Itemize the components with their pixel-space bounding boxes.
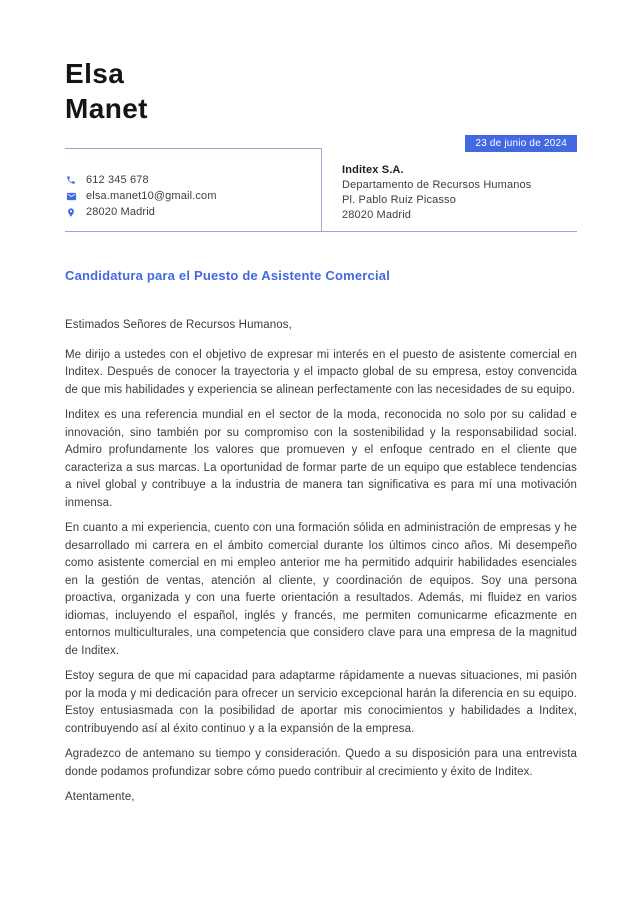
- recipient-line: Departamento de Recursos Humanos: [342, 179, 532, 191]
- contact-phone-value: 612 345 678: [86, 174, 149, 186]
- letter-body: [65, 317, 577, 807]
- subject-title: Candidatura para el Puesto de Asistente Comercial: [65, 268, 391, 283]
- name-heading: [65, 0, 577, 126]
- contact-email-value: elsa.manet10@gmail.com: [86, 190, 217, 202]
- contact-recipient-row: [65, 148, 577, 232]
- recipient-company: Inditex S.A.: [342, 164, 404, 176]
- envelope-icon: [65, 190, 77, 202]
- info-section: [65, 138, 577, 232]
- contact-item-address: [65, 204, 321, 220]
- recipient-section: [321, 148, 577, 231]
- recipient-line: 28020 Madrid: [342, 209, 412, 221]
- first-name: Elsa: [65, 58, 125, 89]
- recipient-line: Pl. Pablo Ruiz Picasso: [342, 194, 456, 206]
- date-badge: 23 de junio de 2024: [465, 135, 577, 152]
- contact-address-value: 28020 Madrid: [86, 206, 156, 218]
- closing: Atentamente,: [65, 791, 135, 803]
- map-pin-icon: [65, 206, 77, 218]
- letter-paragraph-2: Inditex es una referencia mundial en el sector de la moda, reconocida no solo por su calidad e innovación, sino también por su compromiso con la sostenibilidad y la responsabilidad social. Admiro profundamente los valores que promueven y el enfoque centrado en el cliente que caracteriza a sus marcas. La oportunidad de formar parte de un equipo que establece tendencias a nivel global y contribuye a la industria de manera tan significativa es para mí una motivación inmensa.: [65, 409, 577, 509]
- letter-paragraph-4: Estoy segura de que mi capacidad para adaptarme rápidamente a nuevas situaciones, mi pasión por la moda y mi dedicación para ofrecer un servicio excepcional harán la diferencia en su equipo. Estoy entusiasmada con la posibilidad de aportar mis conocimientos y habilidades a Inditex, contribuyendo así al éxito continuo y a la expansión de la empresa.: [65, 670, 577, 735]
- contact-item-phone: [65, 172, 321, 188]
- letter-paragraph-3: En cuanto a mi experiencia, cuento con una formación sólida en administración de empresas y he desarrollado mi carrera en el ámbito comercial durante los últimos cinco años. Mi desempeño como asistente comercial en mi empleo anterior me ha permitido adquirir habilidades esenciales en la gestión de ventas, atención al cliente, y coordinación de equipos. Soy una persona proactiva, organizada y con una fuerte orientación a resultados. Además, mi fluidez en varios idiomas, incluyendo el español, inglés y francés, me permiten comunicarme eficazmente en entornos multiculturales, una competencia que considero clave para una empresa de la magnitud de Inditex.: [65, 522, 577, 657]
- last-name: Manet: [65, 93, 148, 124]
- letter-paragraph-5: Agradezco de antemano su tiempo y consideración. Quedo a su disposición para una entrevista donde podamos profundizar sobre cómo puedo contribuir al crecimiento y éxito de Inditex.: [65, 748, 577, 778]
- contact-section: [65, 148, 321, 231]
- phone-icon: [65, 174, 77, 186]
- letter-paragraph-1: Me dirijo a ustedes con el objetivo de expresar mi interés en el puesto de asistente comercial en Inditex. Después de conocer la trayectoria y el impacto global de su empresa, estoy convencida de que mis habilidades y experiencia se alinean perfectamente con las necesidades de su equipo.: [65, 348, 577, 396]
- contact-item-email: [65, 188, 321, 204]
- greeting: Estimados Señores de Recursos Humanos,: [65, 319, 292, 331]
